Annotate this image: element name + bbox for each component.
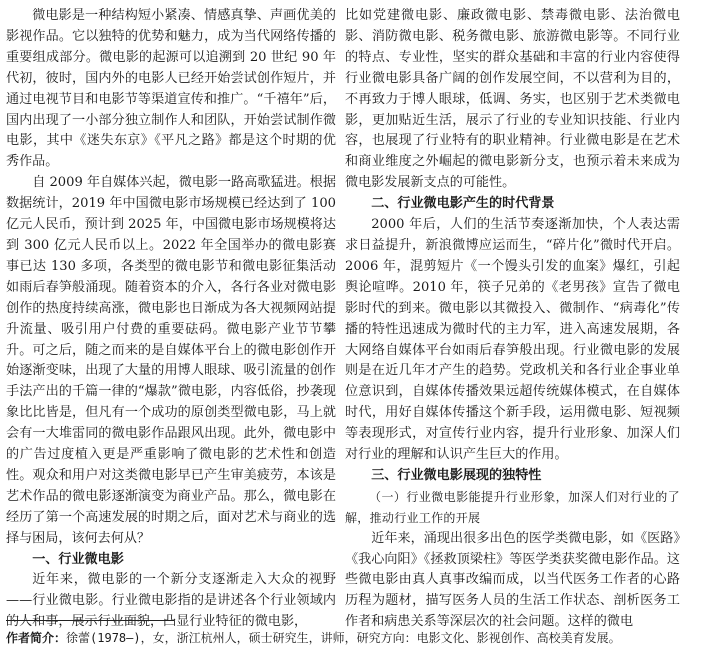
footnote-text: 徐蕾(1978—)，女，浙江杭州人，硕士研究生，讲师，研究方向：电影文化、影视创作、高校美育发展。 bbox=[66, 631, 621, 645]
body-paragraph-continued: 比如党建微电影、廉政微电影、禁毒微电影、法治微电影、消防微电影、税务微电影、旅游微电影等。不同行业的特点、专业性，坚实的群众基础和丰富的行业内容使得行业微电影具备广阔的创作发展空间，不以营利为目的，不再致力于博人眼球，低调、务实，也区别于艺术类微电影，更加贴近生活，展示了行业的专业知识技能、行业内容，也展现了行业特有的职业精神。行业微电影是在艺术和商业维度之外崛起的微电影新分支，也预示着未来成为微电影发展新支点的可能性。 bbox=[345, 8, 680, 191]
right-column bbox=[345, 6, 680, 633]
intro-paragraph: 微电影是一种结构短小紧凑、情感真挚、声画优美的影视作品。它以独特的优势和魅力，成为当代网络传播的重要组成部分。微电影的起源可以追溯到 20 世纪 90 年代初，彼时，国内外的电影人已经开始尝试创作短片，并通过电视节目和电影节等渠道宣传和推广。“千禧年”后，国内出现了一小部分独立制作人和团队，开始尝试制作微电影，其中《迷失东京》《平凡之路》都是这个时期的优秀作品。 bbox=[6, 8, 336, 170]
body-paragraph: 2000 年后，人们的生活节奏逐渐加快，个人表达需求日益提升，新浪微博应运而生，“碎片化”微时代开启。2006 年，混剪短片《一个馒头引发的血案》爆红，引起舆论喧哗。2010 年，筷子兄弟的《老男孩》宣告了微电影时代的到来。微电影以其微投入、微制作、“病毒化”传播的特性迅速成为微时代的主力军，进入高速发展期，各大网络自媒体平台如雨后春笋般出现。行业微电影的发展则是在近几年才产生的趋势。党政机关和各行业企事业单位意识到，自媒体传播效果远超传统媒体模式，在自媒体时代，用好自媒体传播这个新手段，运用微电影、短视频等表现形式，对宣传行业内容，提升行业形象、加深人们对行业的理解和认识产生巨大的作用。 bbox=[345, 217, 680, 463]
section-heading: 三、行业微电影展现的独特性 bbox=[371, 467, 542, 483]
body-paragraph: 近年来，微电影的一个新分支逐渐走入大众的视野——行业微电影。行业微电影指的是讲述各个行业领域内的人和事，展示行业面貌，凸显行业特征的微电影， bbox=[6, 572, 336, 630]
section-heading: 一、行业微电影 bbox=[32, 551, 124, 567]
left-column bbox=[6, 6, 336, 633]
body-paragraph: 近年来，涌现出很多出色的医学类微电影，如《医路》《我心向阳》《拯救顶梁柱》等医学类获奖微电影作品。这些微电影由真人真事改编而成，以当代医务工作者的心路历程为题材，描写医务人员的生活工作状态、剖析医务工作者和病患关系等深层次的社会问题。这样的微电 bbox=[345, 530, 680, 630]
author-footnote bbox=[6, 628, 696, 648]
body-paragraph: 自 2009 年自媒体兴起，微电影一路高歌猛进。根据数据统计，2019 年中国微电影市场规模已经达到了 100 亿元人民币，预计到 2025 年，中国微电影市场规模将达到 300 亿元人民币以上。2022 年全国举办的微电影赛事已达 130 多项，各类型的微电影节和微电影征集活动如雨后春笋般涌现。随着资本的介入，各行各业对微电影创作的热度持续高涨，微电影也日渐成为各大视频网站提升流量、吸引用户付费的重要砝码。微电影产业节节攀升。可之后，随之而来的是自媒体平台上的微电影创作开始逐渐变味，出现了大量的用博人眼球、吸引流量的创作手法产出的千篇一律的“爆款”微电影，内容低俗，抄袭现象比比皆是，但凡有一个成功的原创类型微电影，马上就会有一大堆雷同的微电影作品跟风出现。此外，微电影中的广告过度植入更是严重影响了微电影的艺术性和创造性。观众和用户对这类微电影早已产生审美疲劳，本该是艺术作品的微电影逐渐演变为商业产品。那么，微电影在经历了第一个高速发展的时期之后，面对艺术与商业的选择与困局，该何去何从？ bbox=[6, 175, 336, 546]
footnote-label: 作者简介： bbox=[6, 631, 67, 645]
section-heading: 二、行业微电影产生的时代背景 bbox=[371, 196, 555, 212]
subsection-heading: （一）行业微电影能提升行业形象，加深人们对行业的了解，推动行业工作的开展 bbox=[345, 489, 680, 525]
footnote-divider bbox=[6, 620, 174, 621]
